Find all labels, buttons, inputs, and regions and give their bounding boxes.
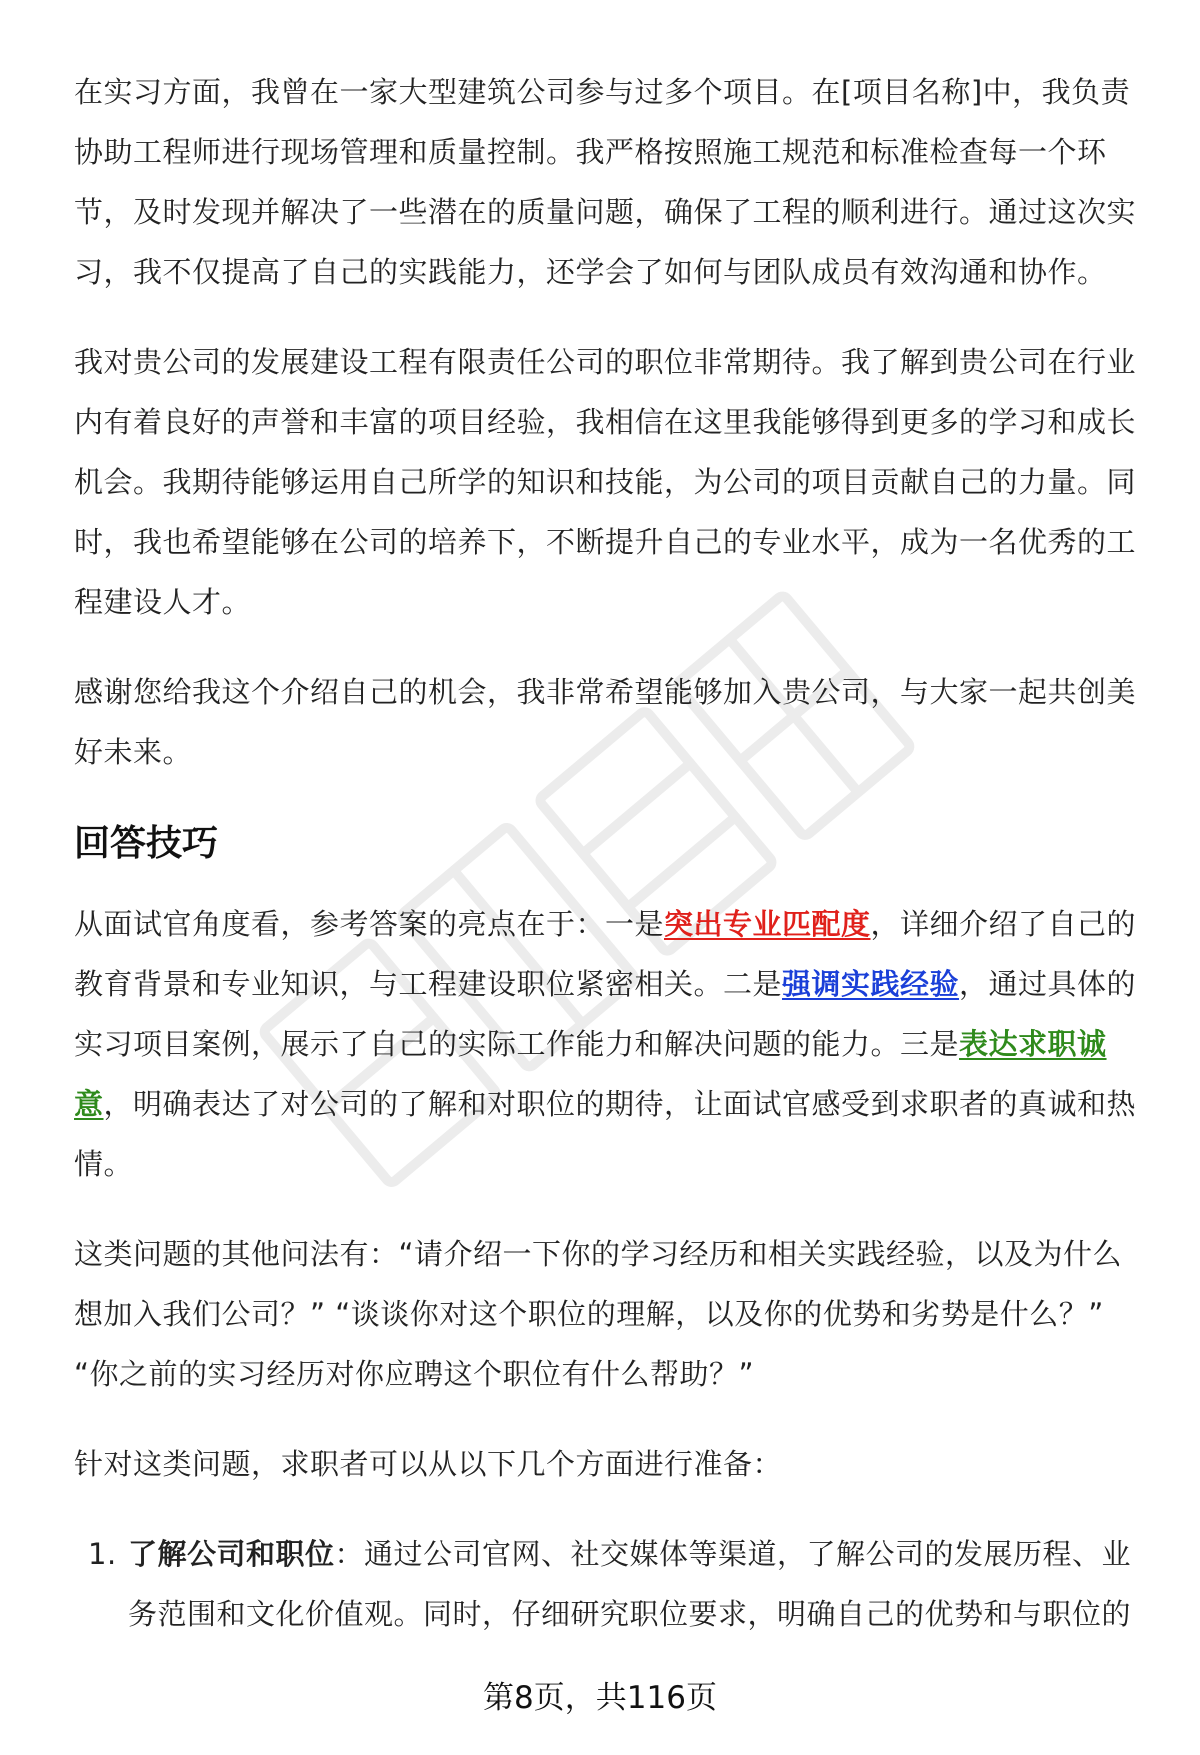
list-item-title: 了解公司和职位 <box>128 1537 335 1571</box>
tips-text-4: ，明确表达了对公司的了解和对职位的期待，让面试官感受到求职者的真诚和热情。 <box>74 1087 1137 1181</box>
highlight-sincerity: 表达求职诚意 <box>74 1027 1107 1121</box>
paragraph-internship: 在实习方面，我曾在一家大型建筑公司参与过多个项目。在[项目名称]中，我负责协助工程师进行现场管理和质量控制。我严格按照施工规范和标准检查每一个环节，及时发现并解决了一些潜在的质量问题，确保了工程的顺利进行。通过这次实习，我不仅提高了自己的实践能力，还学会了如何与团队成员有效沟通和协作。 <box>74 75 1137 289</box>
prep-list <box>74 1524 1146 1644</box>
list-item-text: ：通过公司官网、社交媒体等渠道，了解公司的发展历程、业务范围和文化价值观。同时，仔细研究职位要求，明确自己的优势和与职位的 <box>128 1537 1132 1631</box>
highlight-professional-match: 突出专业匹配度 <box>664 907 871 941</box>
page-number-footer: 第8页，共116页 <box>483 1680 717 1716</box>
tips-text-2: ，详细介绍了自己的教育背景和专业知识，与工程建设职位紧密相关。二是 <box>74 907 1137 1001</box>
paragraph-other-questions: 这类问题的其他问法有：“请介绍一下你的学习经历和相关实践经验，以及为什么想加入我们公司？” “谈谈你对这个职位的理解，以及你的优势和劣势是什么？” “你之前的实习经历对你应聘这个职位有什么帮助？” <box>74 1237 1123 1391</box>
document-page <box>74 62 1146 1644</box>
paragraph-prep-intro: 针对这类问题，求职者可以从以下几个方面进行准备： <box>74 1447 783 1481</box>
paragraph-expectation: 我对贵公司的发展建设工程有限责任公司的职位非常期待。我了解到贵公司在行业内有着良好的声誉和丰富的项目经验，我相信在这里我能够得到更多的学习和成长机会。我期待能够运用自己所学的知识和技能，为公司的项目贡献自己的力量。同时，我也希望能够在公司的培养下，不断提升自己的专业水平，成为一名优秀的工程建设人才。 <box>74 345 1137 619</box>
list-item-number: 1. <box>88 1537 117 1571</box>
tips-text-1: 从面试官角度看，参考答案的亮点在于：一是 <box>74 907 665 941</box>
list-item <box>74 1524 1146 1644</box>
paragraph-thanks: 感谢您给我这个介绍自己的机会，我非常希望能够加入贵公司，与大家一起共创美好未来。 <box>74 675 1137 769</box>
highlight-practical-experience: 强调实践经验 <box>782 967 960 1001</box>
paragraph-tips <box>74 894 1146 1194</box>
section-heading: 回答技巧 <box>74 823 219 864</box>
tips-text-3: ，通过具体的实习项目案例，展示了自己的实际工作能力和解决问题的能力。三是 <box>74 967 1137 1061</box>
